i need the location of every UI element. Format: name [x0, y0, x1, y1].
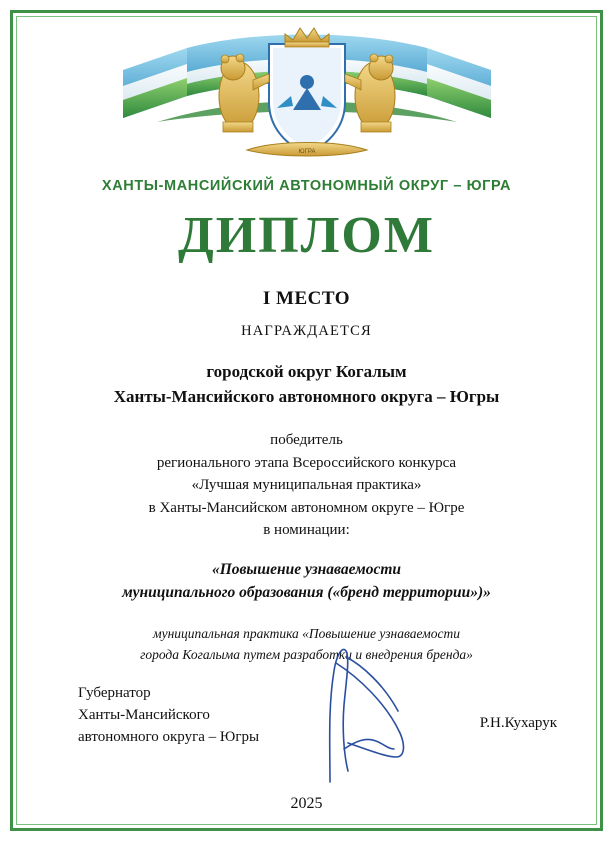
nomination-block [122, 558, 491, 605]
body-line-1: победитель [270, 432, 343, 449]
handwritten-signature-icon [300, 637, 440, 787]
nomination-line-1: «Повышение узнаваемости [211, 560, 402, 578]
signer-title-line-3: автономного округа – Югры [78, 728, 260, 745]
place-award: I МЕСТО [262, 288, 351, 309]
body-line-5: в номинации: [263, 522, 350, 539]
award-body [149, 429, 465, 542]
body-line-4: в Ханты-Мансийском автономном округе – Югре [148, 499, 465, 516]
signer-name: Р.Н.Кухарук [479, 715, 557, 731]
nomination-line-2: муниципального образования («бренд территории»)» [122, 584, 491, 602]
coat-of-arms-icon [117, 22, 497, 172]
page-title: ДИПЛОМ [178, 207, 435, 264]
recipient-block [114, 360, 500, 409]
signer-title [78, 683, 259, 748]
awarded-label: НАГРАЖДАЕТСЯ [241, 323, 372, 339]
year-label: 2025 [290, 795, 323, 812]
signer-title-line-2: Ханты-Мансийского [78, 706, 210, 723]
practice-line-1: муниципальная практика «Повышение узнаваемости [153, 626, 460, 642]
signature-area [0, 637, 613, 787]
body-line-2: регионального этапа Всероссийского конкурса [156, 454, 457, 471]
okrug-name: ХАНТЫ-МАНСИЙСКИЙ АВТОНОМНЫЙ ОКРУГ – ЮГРА [101, 178, 512, 194]
svg-text:ЮГРА: ЮГРА [298, 149, 315, 155]
signer-title-line-1: Губернатор [78, 685, 151, 701]
body-line-3: «Лучшая муниципальная практика» [191, 477, 422, 494]
recipient-line-1: городской округ Когалым [206, 362, 407, 381]
coat-of-arms-emblem [117, 22, 497, 172]
recipient-line-2: Ханты-Мансийского автономного округа – Югры [113, 386, 500, 406]
practice-line-2: города Когалыма путем разработки и внедрения бренда» [140, 646, 473, 662]
